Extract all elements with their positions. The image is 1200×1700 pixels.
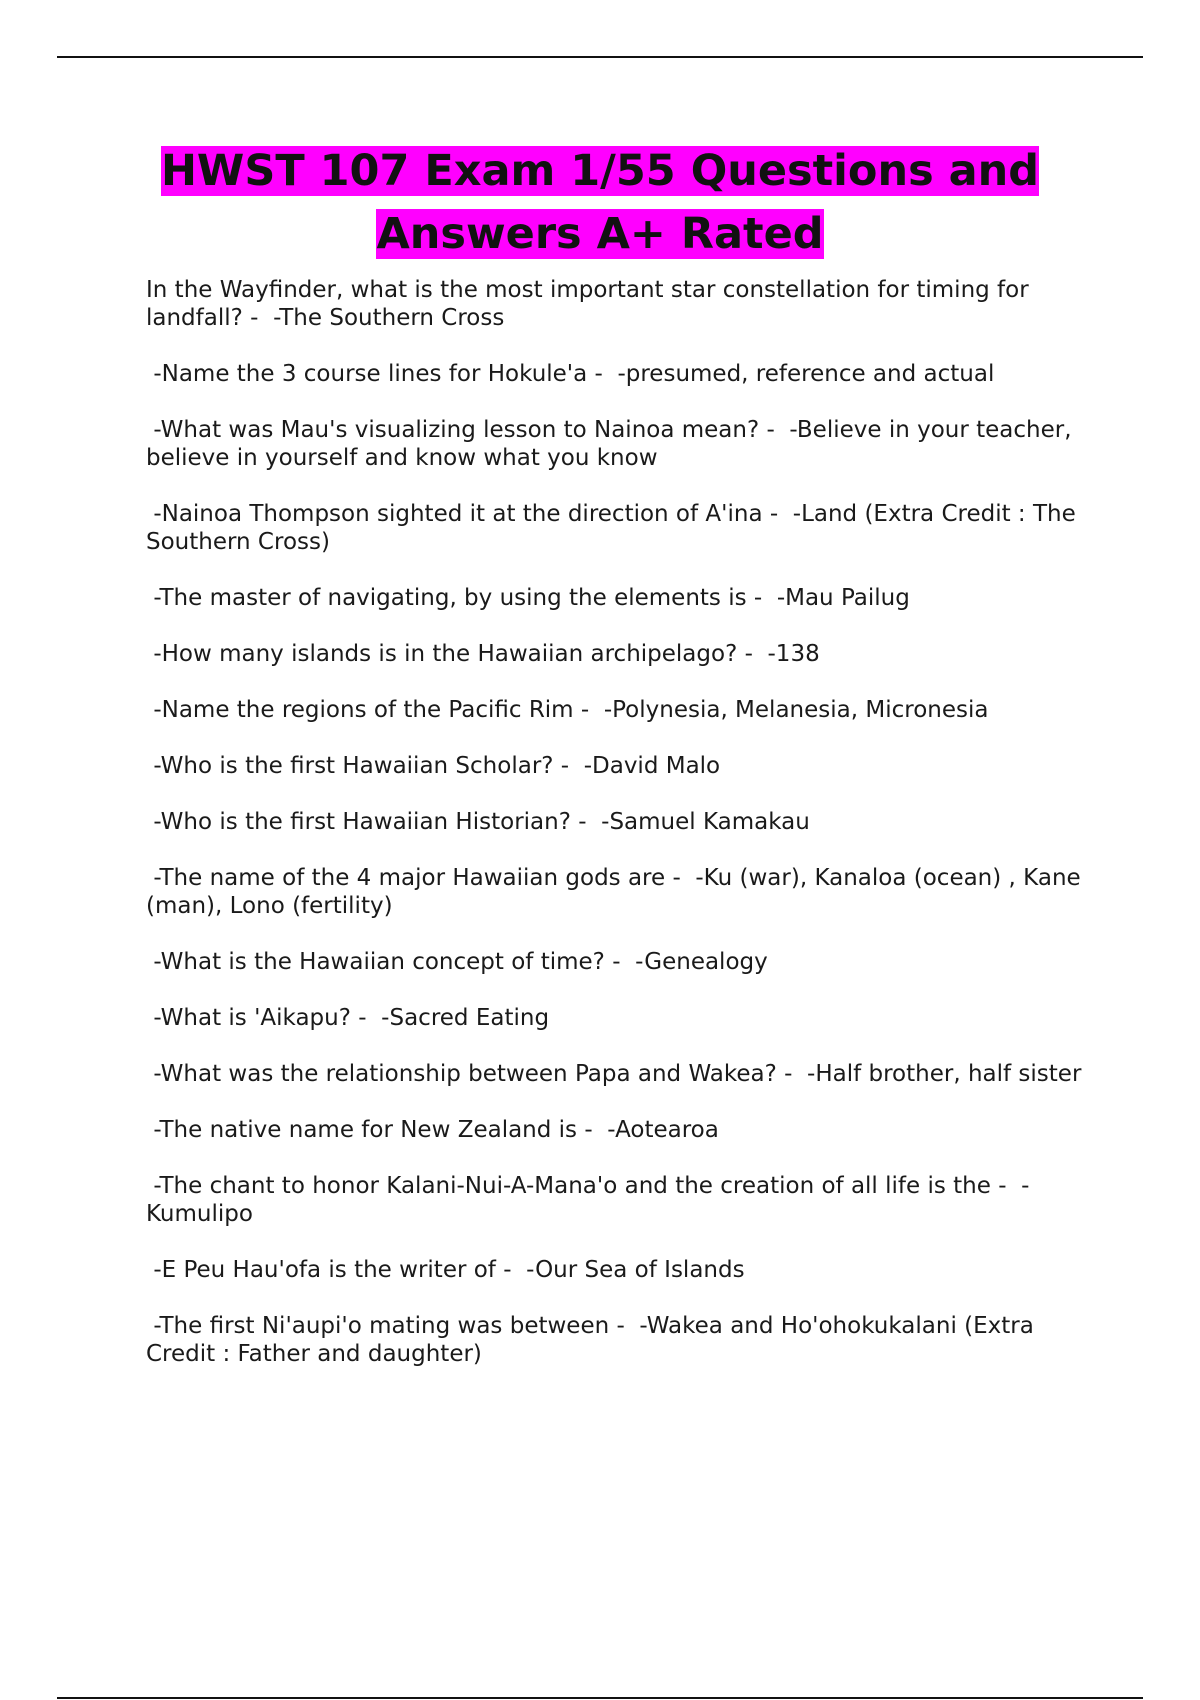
qa-item: -The chant to honor Kalani-Nui-A-Mana'o and the creation of all life is the - -Kumulipo <box>146 1173 1030 1227</box>
qa-item: In the Wayfinder, what is the most important star constellation for timing for landfall? - -The Southern Cross <box>146 277 1036 331</box>
qa-item: -What was Mau's visualizing lesson to Nainoa mean? - -Believe in your teacher, believe in yourself and know what you know <box>146 417 1079 471</box>
bottom-rule <box>57 1697 1143 1699</box>
qa-list <box>146 276 1096 1396</box>
qa-item: -Who is the first Hawaiian Historian? - -Samuel Kamakau <box>146 809 810 835</box>
qa-item: -Name the 3 course lines for Hokule'a - -presumed, reference and actual <box>146 361 995 387</box>
qa-item: -How many islands is in the Hawaiian archipelago? - -138 <box>146 641 820 667</box>
qa-item: -E Peu Hau'ofa is the writer of - -Our Sea of Islands <box>146 1257 745 1283</box>
page-title-heading <box>100 144 1100 270</box>
qa-item: -The native name for New Zealand is - -Aotearoa <box>146 1117 719 1143</box>
title-block <box>100 144 1100 270</box>
qa-item: -The master of navigating, by using the elements is - -Mau Pailug <box>146 585 910 611</box>
qa-item: -What is 'Aikapu? - -Sacred Eating <box>146 1005 550 1031</box>
page-title: HWST 107 Exam 1/55 Questions and Answers A+ Rated <box>160 146 1040 259</box>
qa-item: -Name the regions of the Pacific Rim - -Polynesia, Melanesia, Micronesia <box>146 697 989 723</box>
qa-item: -The name of the 4 major Hawaiian gods are - -Ku (war), Kanaloa (ocean) , Kane (man), Lono (fertility) <box>146 865 1088 919</box>
qa-item: -Who is the first Hawaiian Scholar? - -David Malo <box>146 753 721 779</box>
qa-item: -What was the relationship between Papa and Wakea? - -Half brother, half sister <box>146 1061 1082 1087</box>
qa-item: -The first Ni'aupi'o mating was between - -Wakea and Ho'ohokukalani (Extra Credit : Father and daughter) <box>146 1313 1042 1367</box>
top-rule <box>57 56 1143 58</box>
qa-item: -What is the Hawaiian concept of time? - -Genealogy <box>146 949 768 975</box>
qa-item: -Nainoa Thompson sighted it at the direction of A'ina - -Land (Extra Credit : The Southern Cross) <box>146 501 1084 555</box>
